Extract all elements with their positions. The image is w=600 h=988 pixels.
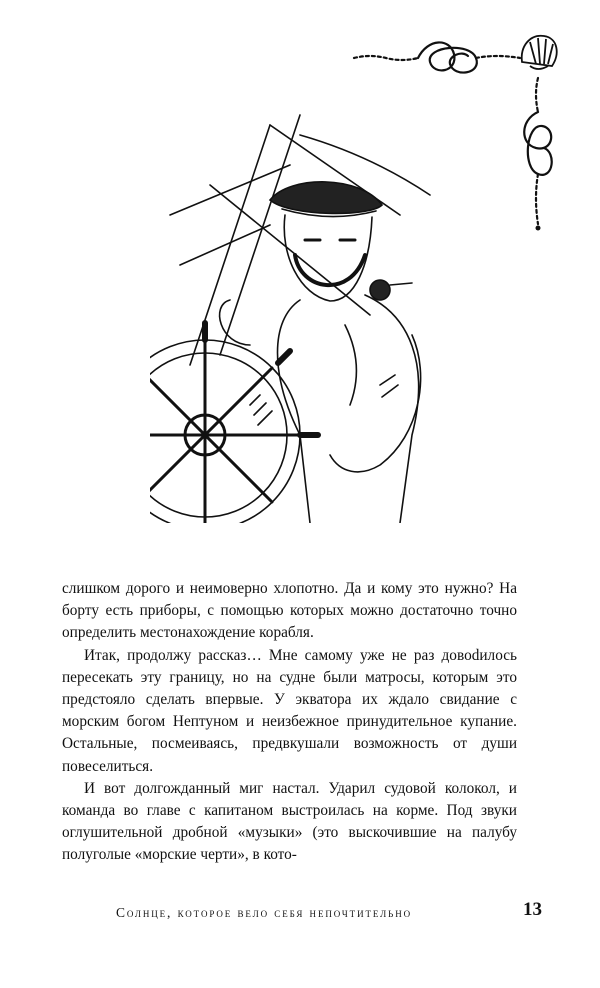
paragraph-2: Итак, продолжу рассказ… Мне самому уже не раз довоdилось пересекать эту границу, но на судне были матросы, которым это предстояло сделать впервые. У экватора их ждало свидание с морским богом Нептуном и неизбежное принудительное купание. Остальные, посмеиваясь, предвкушали возможность от души повеселиться. — [62, 646, 517, 775]
page-number: 13 — [523, 899, 542, 920]
shell-icon — [522, 36, 557, 69]
body-text — [62, 578, 517, 867]
captain-at-wheel-illustration — [150, 105, 450, 523]
running-head: Солнце, которое вело себя непочтительно — [116, 905, 413, 920]
paragraph-3: И вот долгожданный миг настал. Ударил судовой колокол, и команда во главе с капитаном выстроилась на корме. Под звуки оглушительной дробной «музыки» (это выскочившие на палубу полуголые «морские черти», в кото- — [62, 779, 517, 864]
paragraph-1: слишком дорого и неимоверно хлопотно. Да и кому это нужно? На борту есть приборы, с помощью которых можно достаточно точно определить местонахождение корабля. — [62, 580, 517, 642]
